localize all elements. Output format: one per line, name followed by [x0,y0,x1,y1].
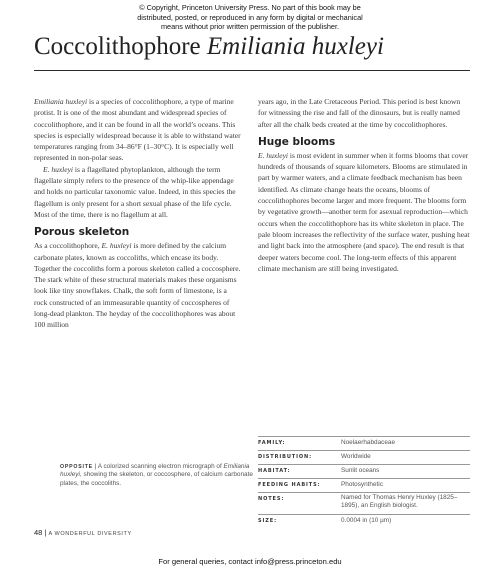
page-folio [34,528,132,537]
footer-contact: For general queries, contact info@press.princeton.edu [158,557,342,566]
fact-divider [258,492,470,493]
page-number: 48 [34,528,43,537]
title-common-name: Coccolithophore [34,33,201,60]
fact-label: HABITAT: [258,468,291,474]
figure-caption [60,463,256,488]
title-rule [34,70,470,71]
caption-text: , showing the skeleton, or coccosphere, of calcium carbonate plates, the coccoliths. [60,471,253,487]
fact-value: Named for Thomas Henry Huxley (1825–1895), an English biologist. [341,494,458,510]
section-heading: Porous skeleton [34,226,130,239]
section-name: A WONDERFUL DIVERSITY [48,531,132,537]
paragraph-text: is a flagellated phytoplankton, although the term flagellate simply refers to the presence of the whip-like appendage and holds no particular taxonomic value. Indeed, in this species the flagellum is only present for a short sexual phase of the life cycle. Most of the time, there is no flagellum at all. [34,164,236,219]
fact-label: FAMILY: [258,440,286,446]
caption-label: OPPOSITE [60,464,93,470]
fact-divider [258,450,470,451]
fact-value: Sunlit oceans [341,467,380,474]
copyright-line: means without prior written permission of the publisher. [160,22,340,31]
paragraph-text: is more defined by the calcium carbonate plates, known as coccoliths, which encase its body. Together the coccoliths form a porous skeleton called a coccosphere. The stark white of these structural materials makes these organisms look like tiny snowflakes. Chalk, the soft form of limestone, is a rock constructed of an immeasurable quantity of coccospheres of long-dead plankton. The heyday of the coccolithophores was about 100 million [34,241,241,330]
paragraph: years ago, in the Late Cretaceous Period. This period is best known for witnessing the rise and fall of the dinosaurs, but is really named after all the chalk beds created at the time by coccolithophores. [258,97,461,129]
body-column-right [258,96,470,274]
paragraph [258,150,470,274]
fact-label: SIZE: [258,518,278,524]
copyright-notice [0,3,500,32]
fact-label: NOTES: [258,496,285,502]
fact-value: Photosynthetic [341,481,383,488]
fact-value: Noelaerhabdaceae [341,439,396,446]
species-name: Emiliania huxleyi [60,463,250,479]
species-name: E. huxleyi [43,164,73,174]
paragraph [34,96,242,164]
title-scientific-name: Emiliania huxleyi [206,33,384,60]
caption-separator: | [92,463,98,470]
paragraph [34,164,242,220]
fact-divider [258,464,470,465]
paragraph-text: As a coccolithophore, [34,241,102,251]
page-title [34,33,384,61]
paragraph-text: is most evident in summer when it forms blooms that cover hundreds of thousands of square kilometers. Blooms are stimulated in part by warmer waters, and a climate feedback mechanism has been identified. As climate change heats the oceans, blooms of coccolithophores become larger and more frequent. The blooms form by vegetative growth—another term for asexual reproduction—which occurs when the coccolithophore has its white skeleton in place. The pale bloom increases the reflectivity of the surface water, pushing heat and light back into the atmosphere (and space). The end result is that deeper waters become cool. The long-term effects of this apparent climate mechanism are still being investigated. [258,150,470,273]
species-name: E. huxleyi [101,241,132,251]
fact-value: 0.0004 in (10 µm) [341,517,392,524]
fact-divider [258,478,470,479]
section-heading: Huge blooms [258,135,336,148]
species-name: E. huxleyi [258,150,288,160]
fact-value: Worldwide [341,453,371,460]
species-name: Emiliania huxleyi [34,97,88,106]
fact-label: DISTRIBUTION: [258,454,313,460]
folio-separator: | [42,528,49,537]
paragraph-text: is a species of coccolithophore, a type of marine protist. It is one of the most abundant and widespread species of coccolithophore, and it can be found in all the world’s oceans. This species is especially widespread because it is able to withstand water temperatures ranging from 34–86°F (1–30°C). It is especially well represented in non-polar seas. [34,97,241,163]
caption-text: A colorized scanning electron micrograph of [97,463,224,470]
paragraph [34,240,242,330]
fact-divider [258,436,470,437]
fact-divider [258,514,470,515]
fact-label: FEEDING HABITS: [258,482,321,488]
copyright-line: © Copyright, Princeton University Press. No part of this book may be [139,3,361,12]
body-column-left [34,96,242,331]
copyright-line: distributed, posted, or reproduced in any form by digital or mechanical [137,12,363,22]
